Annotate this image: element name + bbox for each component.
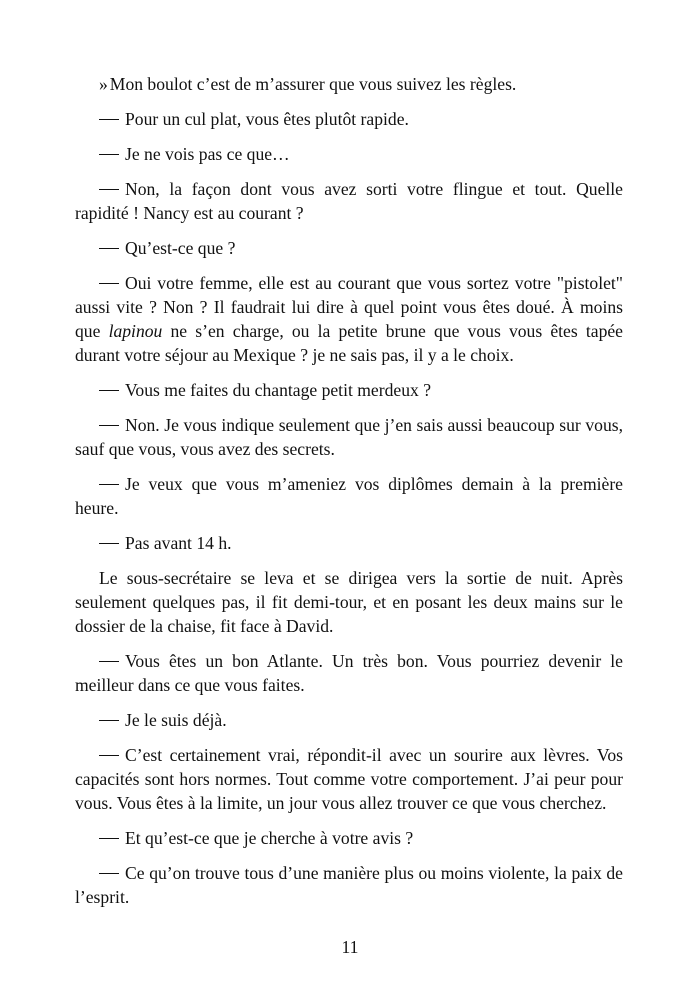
paragraph-text: Qu’est-ce que ?	[125, 238, 236, 258]
dialogue-line	[75, 531, 623, 555]
dialogue-dash	[99, 154, 119, 155]
quote-paragraph	[75, 72, 623, 96]
dialogue-dash	[99, 543, 119, 544]
paragraph-text: Et qu’est-ce que je cherche à votre avis ?	[125, 828, 414, 848]
dialogue-dash	[99, 755, 119, 756]
paragraph-text: Non, la façon dont vous avez sorti votre flingue et tout. Quelle rapidité ! Nancy est au courant ?	[75, 179, 623, 223]
dialogue-dash	[99, 283, 119, 284]
italic-word: lapinou	[108, 321, 163, 341]
paragraph-text: Le sous-secrétaire se leva et se dirigea vers la sortie de nuit. Après seulement quelques pas, il fit demi-tour, et en posant les deux mains sur le dossier de la chaise, fit face à David.	[75, 568, 623, 636]
dialogue-dash	[99, 390, 119, 391]
paragraph-text: Mon boulot c’est de m’assurer que vous suivez les règles.	[109, 74, 517, 94]
dialogue-line	[75, 236, 623, 260]
dialogue-dash	[99, 189, 119, 190]
page-body	[75, 72, 623, 920]
dialogue-dash	[99, 425, 119, 426]
paragraph-text: Je ne vois pas ce que…	[125, 144, 290, 164]
paragraph-text-before: Oui votre femme, elle est au courant que vous sortez votre "pistolet" aussi vite ? Non ? Il faudrait lui dire à quel point vous êtes doué. À moins que	[75, 273, 623, 341]
dialogue-dash	[99, 720, 119, 721]
paragraph-text: Pas avant 14 h.	[125, 533, 232, 553]
dialogue-dash	[99, 248, 119, 249]
paragraph-text: Ce qu’on trouve tous d’une manière plus ou moins violente, la paix de l’esprit.	[75, 863, 623, 907]
dialogue-line	[75, 649, 623, 697]
dialogue-line	[75, 107, 623, 131]
dialogue-dash	[99, 661, 119, 662]
quote-marker: »	[99, 74, 108, 94]
dialogue-line	[75, 743, 623, 815]
dialogue-line	[75, 271, 623, 367]
paragraph-text: Je le suis déjà.	[125, 710, 227, 730]
dialogue-line	[75, 826, 623, 850]
paragraph-text: Pour un cul plat, vous êtes plutôt rapide.	[125, 109, 409, 129]
paragraph-text: Non. Je vous indique seulement que j’en sais aussi beaucoup sur vous, sauf que vous, vous avez des secrets.	[75, 415, 623, 459]
dialogue-line	[75, 708, 623, 732]
dialogue-line	[75, 413, 623, 461]
dialogue-line	[75, 861, 623, 909]
paragraph-text: Je veux que vous m’ameniez vos diplômes demain à la première heure.	[75, 474, 623, 518]
dialogue-dash	[99, 119, 119, 120]
dialogue-line	[75, 177, 623, 225]
paragraph-text: Vous êtes un bon Atlante. Un très bon. Vous pourriez devenir le meilleur dans ce que vous faites.	[75, 651, 623, 695]
paragraph-text: C’est certainement vrai, répondit-il avec un sourire aux lèvres. Vos capacités sont hors normes. Tout comme votre comportement. J’ai peur pour vous. Vous êtes à la limite, un jour vous allez trouver ce que vous cherchez.	[75, 745, 623, 813]
dialogue-line	[75, 142, 623, 166]
paragraph-text-after: ne s’en charge, ou la petite brune que vous vous êtes tapée durant votre séjour au Mexique ? je ne sais pas, il y a le choix.	[75, 321, 623, 365]
dialogue-dash	[99, 484, 119, 485]
page-number: 11	[341, 937, 359, 957]
dialogue-dash	[99, 838, 119, 839]
narrative-paragraph	[75, 566, 623, 638]
dialogue-line	[75, 378, 623, 402]
dialogue-dash	[99, 873, 119, 874]
dialogue-line	[75, 472, 623, 520]
paragraph-text: Vous me faites du chantage petit merdeux ?	[125, 380, 431, 400]
